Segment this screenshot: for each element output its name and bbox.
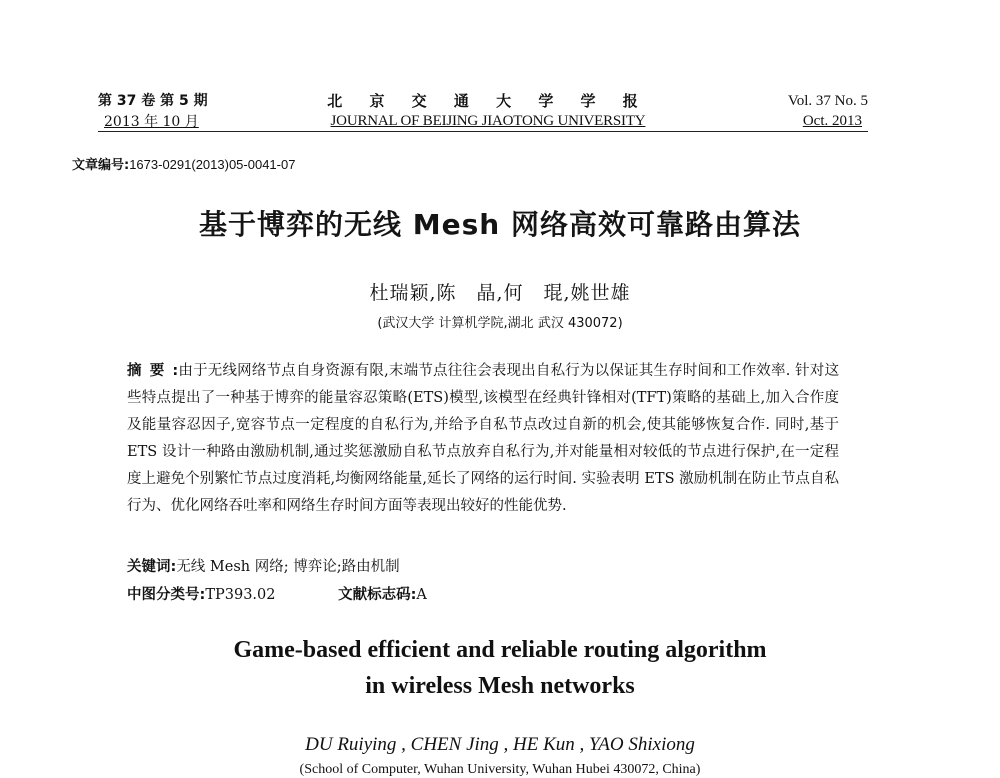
abstract-label-colon: : (172, 363, 179, 379)
journal-name-cn: 北 京 交 通 大 学 学 报 (327, 92, 649, 110)
journal-name-en: JOURNAL OF BEIJING JIAOTONG UNIVERSITY (330, 113, 646, 129)
classification (127, 583, 427, 604)
volume-issue-cn: 第 37 卷 第 5 期 (98, 93, 208, 109)
header-left (98, 92, 208, 132)
article-number (72, 154, 295, 173)
authors-cn: 杜瑞颖,陈 晶,何 琨,姚世雄 (369, 282, 631, 304)
header-center (318, 92, 658, 131)
date-cn: 2013 年 10 月 (104, 114, 199, 130)
article-number-label: 文章编号: (72, 158, 130, 173)
keywords-label: 关键词: (127, 559, 177, 575)
abstract-label: 摘要 (127, 363, 173, 379)
volume-issue-en: Vol. 37 No. 5 (787, 93, 868, 109)
header-right (788, 92, 868, 131)
document-code (338, 587, 427, 603)
authors-en: DU Ruiying , CHEN Jing , HE Kun , YAO Shixiong (305, 734, 695, 755)
keywords (127, 555, 400, 576)
paper-title-en (0, 632, 1000, 704)
header-rule (98, 131, 868, 132)
clc-value: TP393.02 (205, 587, 276, 603)
abstract-text: 由于无线网络节点自身资源有限,末端节点往往会表现出自私行为以保证其生存时间和工作效率. 针对这些特点提出了一种基于博弈的能量容忍策略(ETS)模型,该模型在经典针锋相对(TFT)策略的基础上,加入合作度及能量容忍因子,宽容节点一定程度的自私行为,并给予自私节点改过自新的机会,使其能够恢复合作. 同时,基于 ETS 设计一种路由激励机制,通过奖惩激励自私节点放弃自私行为,并对能量相对较低的节点进行保护,在一定程度上避免个别繁忙节点过度消耗,均衡网络能量,延长了网络的运行时间. 实验表明 ETS 激励机制在防止节点自私行为、优化网络吞吐率和网络生存时间方面等表现出较好的性能优势. (127, 363, 839, 514)
paper-title-cn: 基于博弈的无线 Mesh 网络高效可靠路由算法 (199, 208, 801, 241)
doc-code-label: 文献标志码: (338, 587, 417, 603)
abstract (127, 358, 839, 520)
doc-code-value: A (416, 587, 427, 603)
keywords-value: 无线 Mesh 网络; 博弈论;路由机制 (176, 559, 400, 575)
clc-label: 中图分类号: (127, 587, 206, 603)
affiliation-en: (School of Computer, Wuhan University, Wuhan Hubei 430072, China) (299, 762, 701, 777)
date-en: Oct. 2013 (802, 113, 862, 129)
running-header (98, 92, 868, 136)
affiliation-cn: (武汉大学 计算机学院,湖北 武汉 430072) (377, 316, 623, 331)
paper-title-en-line2: in wireless Mesh networks (365, 673, 635, 699)
article-number-value: 1673-0291(2013)05-0041-07 (129, 157, 296, 172)
paper-title-en-line1: Game-based efficient and reliable routing algorithm (233, 637, 767, 663)
